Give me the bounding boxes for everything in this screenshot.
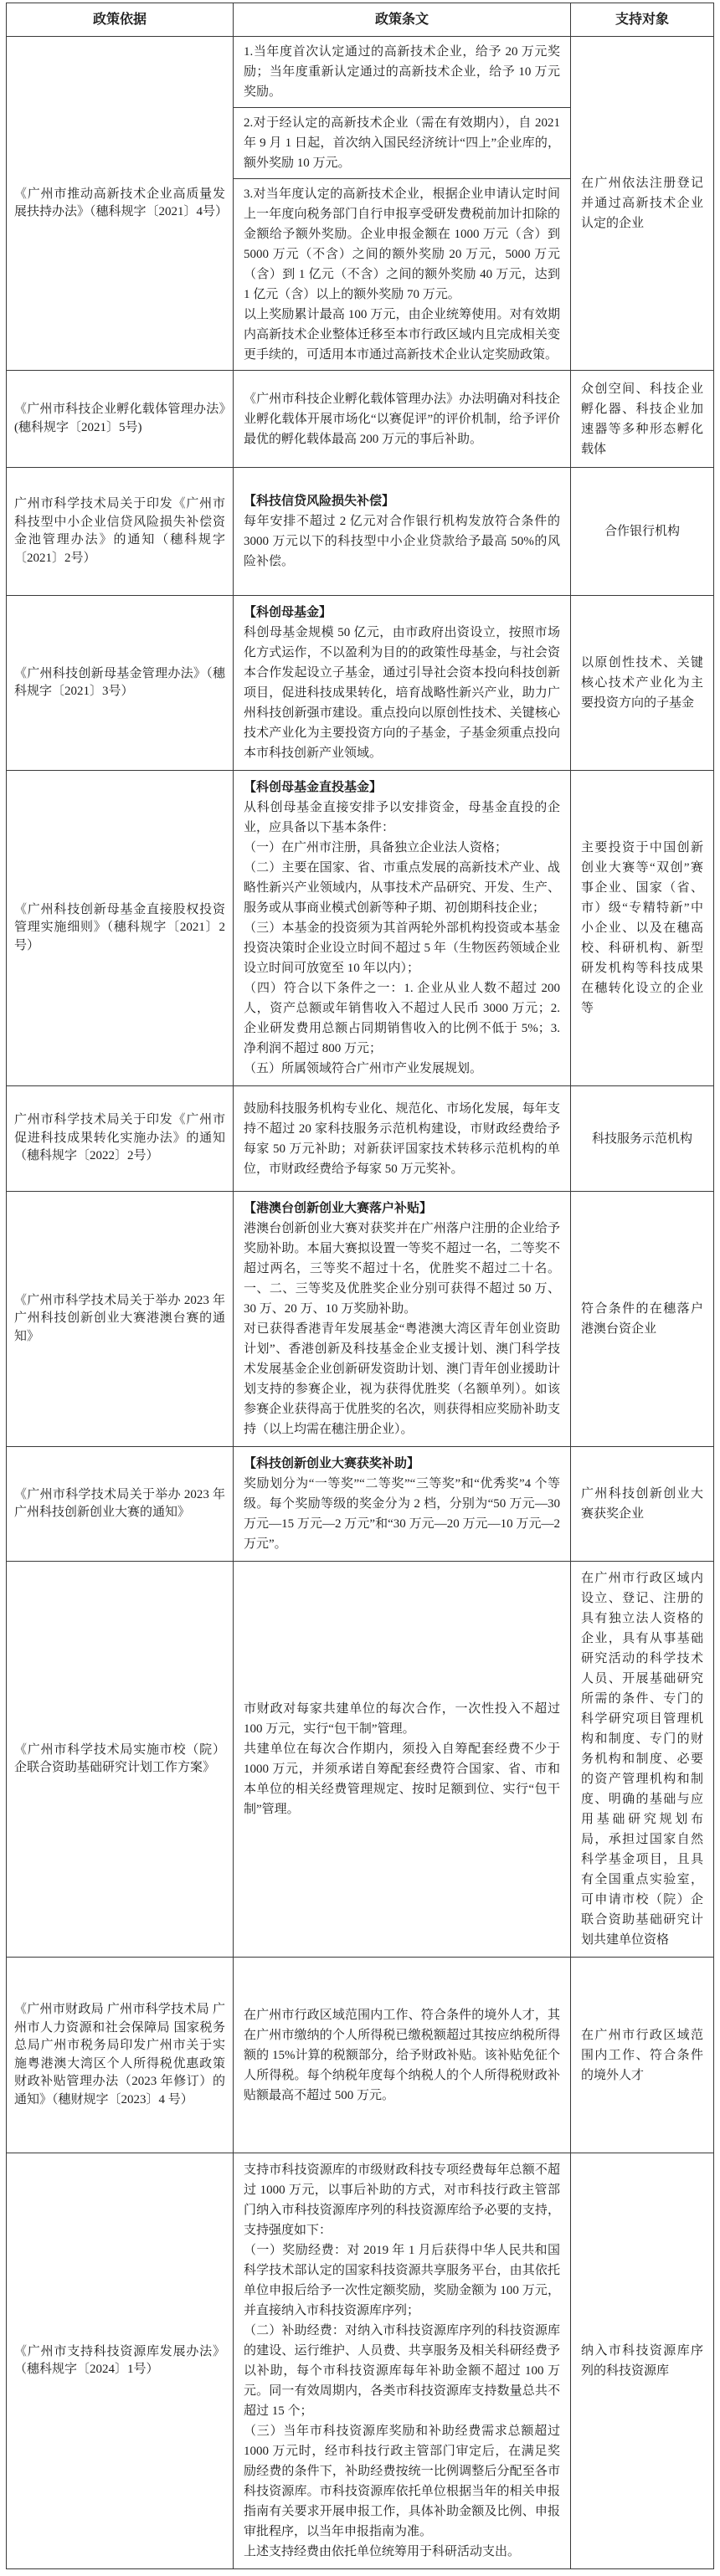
policy-basis: 《广州市科学技术局关于举办 2023 年广州科技创新创业大赛的通知》	[7, 1447, 234, 1561]
table-row	[7, 37, 713, 371]
policy-clause-title: 【科技信贷风险损失补偿】	[244, 495, 395, 508]
policy-paragraphs: 奖励划分为“一等奖”“二等奖”“三等奖”和“优秀奖”4 个等级。每个奖励等级的奖金分为 2 档，分别为“50 万元—30 万元—15 万元—2 万元”和“30 万元—20 万元—10 万元—2 万元”。	[244, 1477, 560, 1551]
table-row	[7, 771, 713, 1086]
policy-basis: 《广州市科学技术局实施市校（院）企联合资助基础研究计划工作方案》	[7, 1562, 234, 1957]
policy-text	[234, 371, 571, 467]
policy-clause-title: 【科创母基金】	[244, 606, 332, 619]
table-row	[7, 596, 713, 771]
policy-paragraphs: 市财政对每家共建单位的每次合作，一次性投入不超过 100 万元，实行“包干制”管理。 共建单位在每次合作期内，须投入自筹配套经费不少于 1000 万元，并须承诺自筹配套经费符合国家、省、市和本单位的相关经费管理规定、按时足额到位、实行“包干制”管理。	[244, 1702, 560, 1816]
policy-clause: 1.当年度首次认定通过的高新技术企业，给予 20 万元奖励；当年度重新认定通过的高新技术企业，给予 10 万元奖励。	[244, 45, 560, 99]
policy-basis: 广州市科学技术局关于印发《广州市促进科技成果转化实施办法》的通知（穗科规字〔2022〕2号）	[7, 1086, 234, 1191]
policy-paragraphs: 鼓励科技服务机构专业化、规范化、市场化发展，每年支持不超过 20 家科技服务示范机构建设，市财政经费给予每家 50 万元补助；对新获评国家技术转移示范机构的单位，市财政经费给予每家 50 万元奖补。	[244, 1101, 560, 1176]
header-policy-text: 政策条文	[234, 3, 571, 36]
policy-basis: 《广州市支持科技资源库发展办法》（穗科规字〔2024〕1号）	[7, 2153, 234, 2568]
policy-text	[234, 37, 571, 370]
policy-paragraphs: 在广州市行政区域范围内工作、符合条件的境外人才，其在广州市缴纳的个人所得税已缴税额超过其按应纳税所得额的 15%计算的税额部分，给予财政补贴。该补贴免征个人所得税。每个纳税年度每个纳税人的个人所得税财政补贴额最高不超过 500 万元。	[244, 2008, 560, 2102]
support-target: 合作银行机构	[604, 525, 680, 538]
policy-basis: 《广州市科技企业孵化载体管理办法》(穗科规字〔2021〕5号)	[7, 371, 234, 467]
table-row	[7, 468, 713, 596]
policy-paragraphs: 科创母基金规模 50 亿元，由市政府出资设立，按照市场化方式运作，不以盈利为目的的政策性母基金，与社会资本合作发起设立子基金，通过引导社会资本投向科技创新项目，促进科技成果转化，培育战略性新兴产业，助力广州科技创新强市建设。重点投向以原创性技术、关键核心技术产业化为主要投资方向的子基金，子基金须重点投向本市科技创新产业领域。	[244, 626, 560, 760]
policy-clause-title: 【港澳台创新创业大赛落户补贴】	[244, 1202, 433, 1215]
support-target: 科技服务示范机构	[591, 1131, 692, 1146]
policy-paragraphs: 港澳台创新创业大赛对获奖并在广州落户注册的企业给予奖励补助。本届大赛拟设置一等奖不超过一名，二等奖不超过两名，三等奖不超过十名，优胜奖不超过二十名。一、二、三等奖及优胜奖企业分别可获得不超过 50 万、30 万、20 万、10 万奖励补助。 对已获得香港青年发展基金“粤港澳大湾区青年创业资助计划”、香港创新及科技基金企业支援计划、澳门科学技术发展基金企业创新研发资助计划、澳门青年创业援助计划支持的参赛企业，视为获得优胜奖（名额单列）。如该参赛企业获得高于优胜奖的名次，则获得相应奖励补助支持（以上均需在穗注册企业）。	[244, 1222, 560, 1436]
policy-clause: 2.对于经认定的高新技术企业（需在有效期内），自 2021 年 9 月 1 日起，首次纳入国民经济统计“四上”企业库的，额外奖励 10 万元。	[234, 107, 570, 178]
policy-table	[6, 3, 714, 2569]
policy-text	[234, 771, 571, 1085]
support-target: 众创空间、科技企业孵化器、科技企业加速器等多种形态孵化载体	[581, 382, 703, 456]
table-row	[7, 1958, 713, 2153]
header-support-target: 支持对象	[615, 12, 669, 27]
support-target: 广州科技创新创业大赛获奖企业	[581, 1487, 703, 1521]
policy-basis: 《广州科技创新母基金管理办法》（穗科规字〔2021〕3号）	[7, 596, 234, 770]
support-target: 主要投资于中国创新创业大赛等“双创”赛事企业、国家（省、市）级“专精特新”中小企业、以及在穗高校、科研机构、新型研发机构等科技成果在穗转化设立的企业等	[581, 841, 703, 1015]
policy-basis: 《广州市推动高新技术企业高质量发展扶持办法》（穗科规字〔2021〕4号）	[7, 37, 234, 370]
header-policy-basis: 政策依据	[7, 3, 234, 36]
policy-text	[234, 1562, 571, 1957]
policy-basis: 《广州科技创新母基金直接股权投资管理实施细则》（穗科规字〔2021〕2号）	[7, 771, 234, 1085]
policy-basis: 《广州市科学技术局关于举办 2023 年广州科技创新创业大赛港澳台赛的通知》	[7, 1192, 234, 1446]
policy-clause-title: 【科创母基金直投基金】	[244, 781, 383, 794]
policy-clause: 3.对当年度认定的高新技术企业，根据企业申请认定时间上一年度向税务部门自行申报享受研发费税前加计扣除的金额给予额外奖励。企业申报金额在 1000 万元（含）到 5000 万元（不含）之间的额外奖励 20 万元，5000 万元（含）到 1 亿元（不含）之间的额外奖励 40 万元，达到 1 亿元（含）以上的额外奖励 70 万元。 以上奖励累计最高 100 万元，由企业统筹使用。对有效期内高新技术企业整体迁移至本市行政区域内且完成相关变更手续的，可适用本市通过高新技术企业认定奖励政策。	[234, 178, 570, 370]
table-row	[7, 1086, 713, 1192]
policy-paragraphs: 支持市科技资源库的市级财政科技专项经费每年总额不超过 1000 万元，以事后补助的方式，对市科技行政主管部门纳入市科技资源库序列的科技资源库给予必要的支持，支持强度如下： （一）奖励经费：对 2019 年 1 月后获得中华人民共和国科学技术部认定的国家科技资源共享服务平台，由其依托单位申报后给予一次性定额奖励，奖励金额为 100 万元，并直接纳入市科技资源库序列； （二）补助经费：对纳入市科技资源库序列的科技资源库的建设、运行维护、人员费、共享服务及相关科研经费予以补助，每个市科技资源库每年补助金额不超过 100 万元。同一有效周期内，各类市科技资源库支持数量总共不超过 15 个； （三）当年市科技资源库奖励和补助经费需求总额超过 1000 万元时，经市科技行政主管部门审定后，在满足奖励经费的条件下，补助经费按统一比例调整后分配至各市科技资源库。市科技资源库依托单位根据当年的相关申报指南有关要求开展申报工作，具体补助金额及比例、申报审批程序，以当年申报指南为准。 上述支持经费由依托单位统筹用于科研活动支出。	[244, 2163, 560, 2558]
policy-text	[234, 596, 571, 770]
table-row	[7, 1192, 713, 1447]
policy-text	[234, 1958, 571, 2153]
support-target: 符合条件的在穗落户港澳台资企业	[581, 1302, 703, 1336]
policy-basis: 广州市科学技术局关于印发《广州市科技型中小企业信贷风险损失补偿资金池管理办法》的通知（穗科规字〔2021〕2号）	[7, 468, 234, 595]
table-row	[7, 371, 713, 468]
policy-text	[234, 468, 571, 595]
support-target: 在广州市行政区域范围内工作、符合条件的境外人才	[581, 2028, 703, 2082]
policy-basis: 《广州市财政局 广州市科学技术局 广州市人力资源和社会保障局 国家税务总局广州市税务局印发广州市关于实施粤港澳大湾区个人所得税优惠政策财政补贴管理办法（2023 年修订）的通知》（穗财规字〔2023〕4 号）	[7, 1958, 234, 2153]
policy-text	[234, 1192, 571, 1446]
table-row	[7, 1562, 713, 1958]
policy-clause-title: 【科技创新创业大赛获奖补助】	[244, 1457, 420, 1470]
table-row	[7, 2153, 713, 2568]
table-row	[7, 1447, 713, 1562]
policy-paragraphs: 从科创母基金直接安排予以安排资金，母基金直投的企业，应具备以下基本条件： （一）在广州市注册，具备独立企业法人资格； （二）主要在国家、省、市重点发展的高新技术产业、战略性新兴产业领域内，从事技术产品研究、开发、生产、服务或从事商业模式创新等种子期、初创期科技企业； （三）本基金的投资须为其首两轮外部机构投资或本基金投资决策时企业设立时间不超过 5 年（生物医药领域企业设立时间可放宽至 10 年以内）； （四）符合以下条件之一：1. 企业从业人数不超过 200 人，资产总额或年销售收入不超过人民币 3000 万元；2. 企业研发费用总额占同期销售收入的比例不低于 5%；3. 净利润不超过 800 万元； （五）所属领域符合广州市产业发展规划。	[244, 801, 560, 1075]
support-target: 纳入市科技资源库序列的科技资源库	[581, 2344, 703, 2378]
policy-text	[234, 1086, 571, 1191]
table-header-row	[7, 3, 713, 37]
policy-text	[234, 1447, 571, 1561]
support-target: 在广州市行政区域内设立、登记、注册的具有独立法人资格的企业，具有从事基础研究活动的科学技术人员、开展基础研究所需的条件、专门的科学研究项目管理机构和制度、专门的财务机构和制度、必要的资产管理机构和制度、明确的基础与应用基础研究规划布局，承担过国家自然科学基金项目，且具有全国重点实验室，可申请市校（院）企联合资助基础研究计划共建单位资格	[581, 1572, 703, 1947]
support-target: 以原创性技术、关键核心技术产业化为主要投资方向的子基金	[581, 656, 703, 710]
policy-text	[234, 2153, 571, 2568]
support-target: 在广州依法注册登记并通过高新技术企业认定的企业	[581, 177, 703, 230]
policy-paragraphs: 《广州市科技企业孵化载体管理办法》办法明确对科技企业孵化载体开展市场化“以赛促评”的评价机制，给予评价最优的孵化载体最高 200 万元的事后补助。	[244, 392, 560, 446]
policy-paragraphs: 每年安排不超过 2 亿元对合作银行机构发放符合条件的 3000 万元以下的科技型中小企业贷款给予最高 50%的风险补偿。	[244, 515, 560, 568]
